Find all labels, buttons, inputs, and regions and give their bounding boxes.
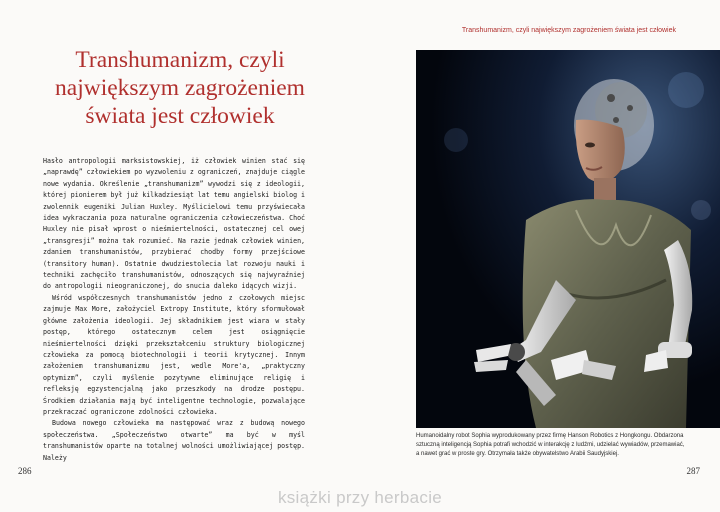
right-page <box>360 0 720 496</box>
paragraph: Wśród współczesnych transhumanistów jedno z czołowych miejsc zajmuje Max More, założyciel Extropy Institute, który sformułował główne założenia ideologii. Jej składnikiem jest wiara w stały postęp, którego ostatecznym celem jest osiągnięcie nieśmiertelności dzięki przekształceniu struktury biologicznej człowieka za pomocą biotechnologii i teorii krytycznej. Innym założeniem transhumanizmu jest, wedle More'a, „praktyczny optymizm”, czyli myślenie pozytywne eliminujące religię i refleksję egzystencjalną jako przeszkody na drodze postępu. Środkiem działania mają być inteligentne technologie, pozwalające przekraczać ograniczone zdolności człowieka. <box>43 293 305 416</box>
title-line: Transhumanizm, czyli <box>75 47 285 73</box>
page-number-left: 286 <box>18 466 32 476</box>
chapter-title <box>30 46 330 130</box>
photo-caption: Humanoidalny robot Sophia wyprodukowany przez firmę Hanson Robotics z Hongkongu. Obdarzona sztuczną inteligencją Sophia potrafi wchodzić w interakcję z ludźmi, udzielać wywiadów, przemawiać, a nawet grać w proste gry. Otrzymała także obywatelstwo Arabii Saudyjskiej. <box>416 433 685 457</box>
watermark: książki przy herbacie <box>277 488 443 507</box>
robot-photo <box>416 50 720 428</box>
left-page <box>0 0 360 496</box>
running-head: Transhumanizm, czyli największym zagrożeniem świata jest człowiek <box>461 27 676 34</box>
title-line: największym zagrożeniem <box>55 75 305 101</box>
paragraph: Budowa nowego człowieka ma następować wraz z budową nowego społeczeństwa. „Społeczeństwo otwarte” ma być w myśl transhumanistów oparte na totalnej wolności umożliwiającej postęp. Należy <box>43 419 306 462</box>
robot-illustration <box>416 50 720 428</box>
page-number-right: 287 <box>686 466 700 476</box>
title-line: świata jest człowiek <box>85 103 275 129</box>
paragraph: Hasło antropologii marksistowskiej, iż człowiek winien stać się „naprawdę” człowiekiem po wyzwoleniu z ograniczeń, znajduje ciągle nowe wydania. Określenie „transhumanizm” wywodzi się z ideologii, której pionierem był już kilkadziesiąt lat temu angielski biolog i zwolennik eugeniki Julian Huxley. Myślicielowi temu przyświecała idea wykraczania poza naturalne ograniczenia człowieczeństwa. Choć Huxley nie pisał wprost o nieśmiertelności, ostatecznej cel owej „transgresji” można tak rozumieć. Na razie jednak człowiek winien, zdaniem transhumanistów, przybierać chodby formy przejściowe (transitory human). Ostatnie dwudziestolecia lat rozwoju nauki i techniki zachęciło transhumanistów, odnoszących się najwyraźniej do antropologii nieograniczonej, do snucia daleko idących wizji. <box>43 157 306 291</box>
body-text <box>43 156 305 464</box>
